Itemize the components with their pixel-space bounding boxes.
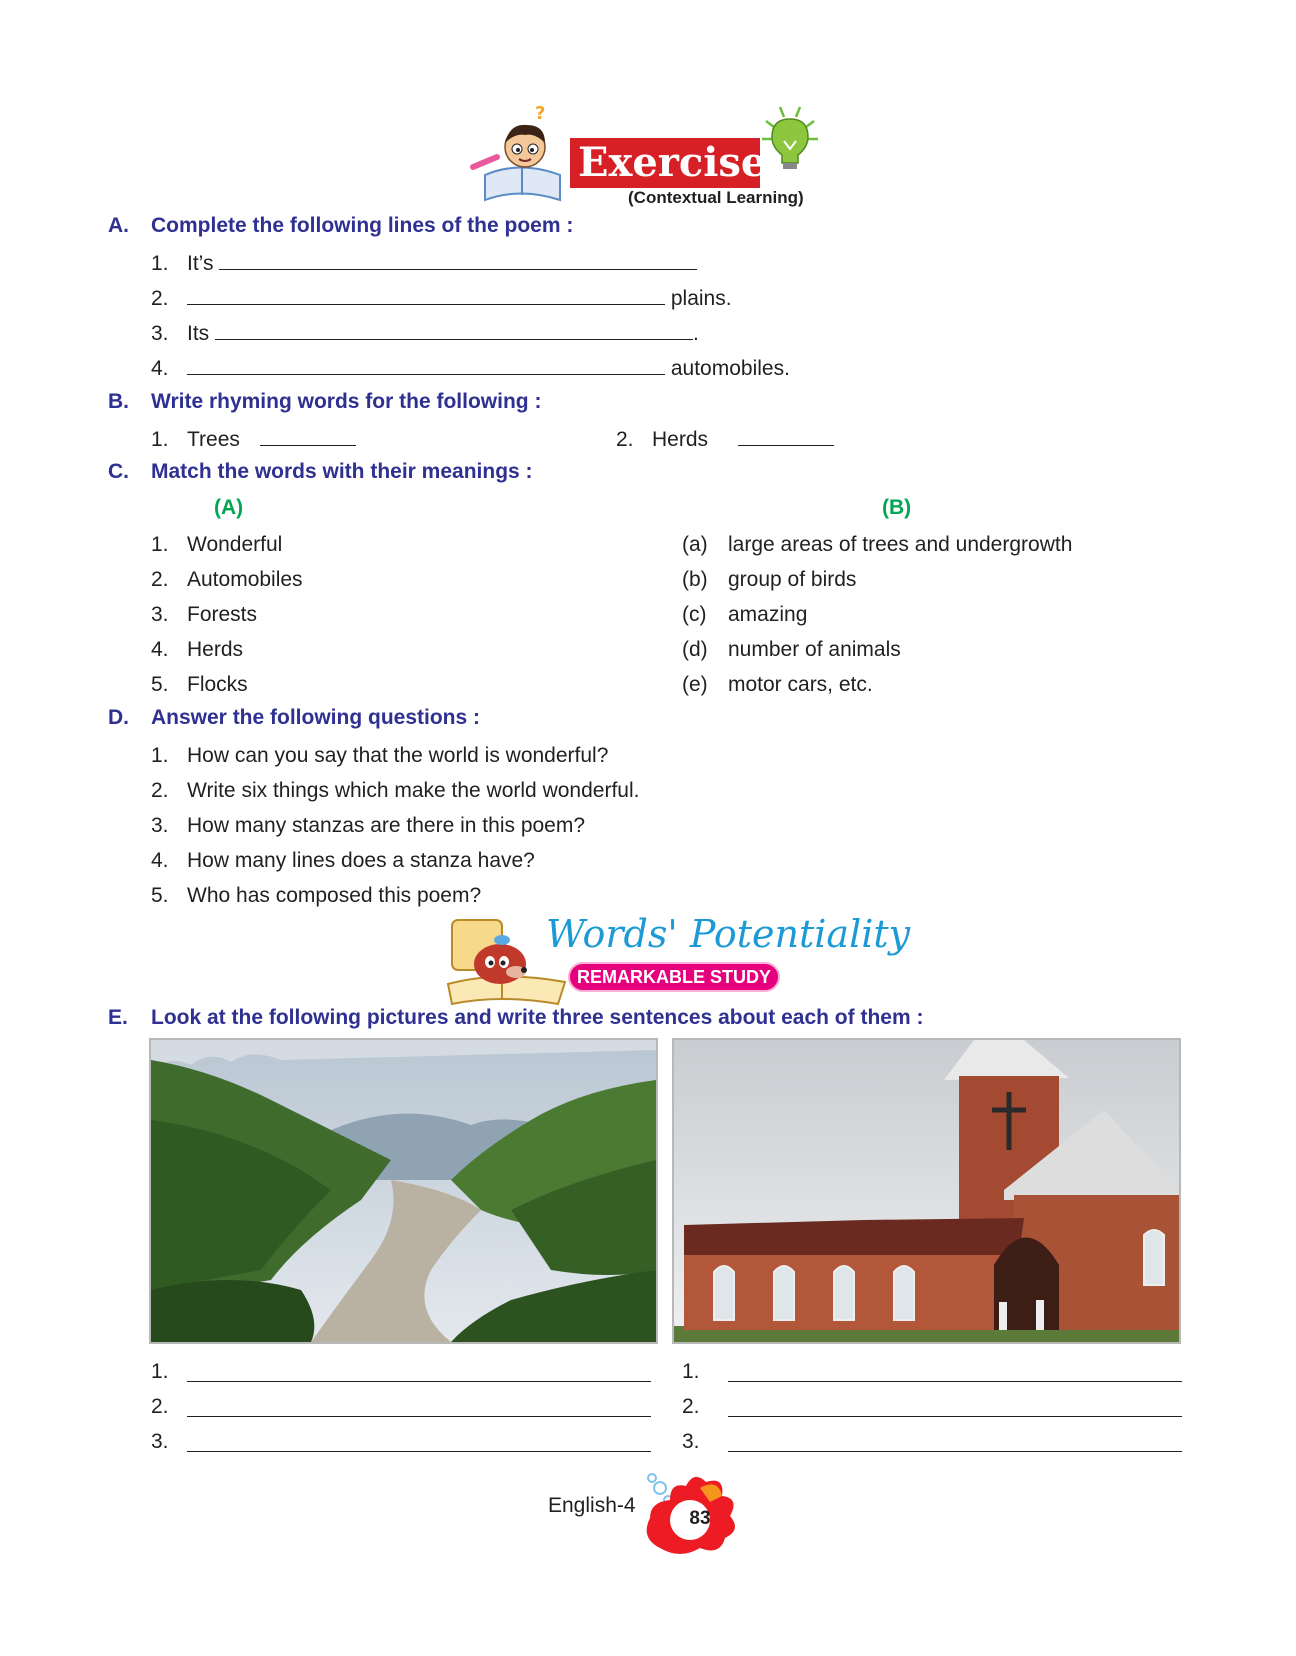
list-item <box>151 354 790 383</box>
item-number: 1. <box>682 1360 700 1383</box>
item-text: How can you say that the world is wonderful? <box>187 744 609 767</box>
item-letter: (b) <box>682 568 708 591</box>
column-b-heading: (B) <box>882 496 912 519</box>
item-text: How many lines does a stanza have? <box>187 849 535 872</box>
item-letter: (d) <box>682 638 708 661</box>
river-valley-photo <box>149 1038 658 1344</box>
answer-blank[interactable] <box>187 284 665 305</box>
exercise-subtitle: (Contextual Learning) <box>628 188 804 207</box>
section-d-letter: D. <box>108 706 129 729</box>
list-item <box>682 601 1072 636</box>
section-c-letter: C. <box>108 460 129 483</box>
svg-text:?: ? <box>535 105 546 124</box>
exercise-title: Exercise <box>578 139 767 186</box>
answer-line[interactable] <box>728 1450 1182 1452</box>
light-bulb-icon <box>750 105 830 185</box>
column-b-list <box>682 531 1072 706</box>
item-number: 4. <box>151 357 169 380</box>
item-text: amazing <box>728 603 808 626</box>
list-item <box>151 531 303 566</box>
item-number: 2. <box>151 287 169 310</box>
item-number: 3. <box>151 322 169 345</box>
item-text: group of birds <box>728 568 857 591</box>
item-text: Herds <box>187 638 244 661</box>
item-text: Forests <box>187 603 258 626</box>
list-item <box>151 425 356 454</box>
item-suffix: automobiles. <box>670 357 790 380</box>
answer-row <box>151 1432 651 1467</box>
item-text: Automobiles <box>187 568 303 591</box>
item-number: 3. <box>151 603 169 626</box>
remarkable-study-badge <box>568 962 780 992</box>
list-item <box>682 566 1072 601</box>
item-number: 4. <box>151 638 169 661</box>
section-d-title: Answer the following questions : <box>151 706 481 729</box>
remarkable-study-label: REMARKABLE STUDY <box>576 967 771 987</box>
item-number: 1. <box>151 1360 169 1383</box>
answer-line[interactable] <box>187 1415 651 1417</box>
section-b-title: Write rhyming words for the following : <box>151 390 542 413</box>
item-word: Trees <box>187 428 240 451</box>
answer-row <box>151 1362 651 1397</box>
column-a-heading: (A) <box>214 496 244 519</box>
answer-blank[interactable] <box>260 425 356 446</box>
section-a-letter: A. <box>108 214 129 237</box>
page-footer <box>540 1468 760 1558</box>
item-prefix: Its <box>187 322 210 345</box>
words-potentiality-title: Words' Potentiality <box>546 912 911 956</box>
section-b-letter: B. <box>108 390 129 413</box>
column-a-list <box>151 531 303 706</box>
item-suffix: . <box>693 322 699 345</box>
item-number: 1. <box>151 252 169 275</box>
item-number: 2. <box>151 1395 169 1418</box>
answer-row <box>151 1397 651 1432</box>
item-number: 3. <box>151 814 169 837</box>
list-item <box>682 531 1072 566</box>
answer-row <box>682 1397 1182 1432</box>
section-e-letter: E. <box>108 1006 128 1029</box>
answer-row <box>682 1362 1182 1397</box>
item-text: How many stanzas are there in this poem? <box>187 814 586 837</box>
words-potentiality-banner <box>440 912 911 1012</box>
item-letter: (e) <box>682 673 708 696</box>
answer-row <box>682 1432 1182 1467</box>
list-item <box>682 636 1072 671</box>
item-number: 1. <box>151 533 169 556</box>
item-text: Flocks <box>187 673 248 696</box>
item-text: number of animals <box>728 638 901 661</box>
item-number: 3. <box>151 1430 169 1453</box>
item-word: Herds <box>652 428 709 451</box>
list-item <box>151 601 303 636</box>
church-photo <box>672 1038 1181 1344</box>
item-number: 5. <box>151 884 169 907</box>
item-text: Wonderful <box>187 533 283 556</box>
list-item <box>151 566 303 601</box>
item-text: large areas of trees and undergrowth <box>728 533 1073 556</box>
answer-line[interactable] <box>187 1380 651 1382</box>
book-name: English-4 <box>548 1494 636 1517</box>
answer-line[interactable] <box>728 1380 1182 1382</box>
answer-blank[interactable] <box>187 354 665 375</box>
list-item <box>151 636 303 671</box>
list-item <box>151 671 303 706</box>
item-letter: (a) <box>682 533 708 556</box>
section-c-title: Match the words with their meanings : <box>151 460 533 483</box>
answer-line[interactable] <box>728 1415 1182 1417</box>
page-number: 83 <box>689 1508 711 1529</box>
left-answer-lines <box>151 1362 651 1467</box>
list-item <box>151 812 639 847</box>
list-item <box>151 847 639 882</box>
item-number: 2. <box>151 779 169 802</box>
item-letter: (c) <box>682 603 707 626</box>
list-item <box>616 425 834 454</box>
item-text: Write six things which make the world wonderful. <box>187 779 640 802</box>
item-prefix: It’s <box>187 252 214 275</box>
answer-blank[interactable] <box>215 319 693 340</box>
item-number: 2. <box>616 428 634 451</box>
item-number: 1. <box>151 428 169 451</box>
exercise-banner <box>465 105 835 215</box>
boy-reading-icon <box>465 105 575 205</box>
list-item <box>151 777 639 812</box>
list-item <box>151 284 732 313</box>
list-item <box>151 319 699 348</box>
list-item <box>151 742 639 777</box>
question-list <box>151 742 639 917</box>
right-answer-lines <box>682 1362 1182 1467</box>
item-suffix: plains. <box>670 287 732 310</box>
list-item <box>682 671 1072 706</box>
list-item <box>151 249 697 278</box>
item-number: 2. <box>151 568 169 591</box>
answer-line[interactable] <box>187 1450 651 1452</box>
item-number: 4. <box>151 849 169 872</box>
item-number: 3. <box>682 1430 700 1453</box>
answer-blank[interactable] <box>219 249 697 270</box>
item-number: 2. <box>682 1395 700 1418</box>
answer-blank[interactable] <box>738 425 834 446</box>
item-text: Who has composed this poem? <box>187 884 482 907</box>
exercise-title-box <box>570 138 767 188</box>
item-text: motor cars, etc. <box>728 673 873 696</box>
section-e-title: Look at the following pictures and write three sentences about each of them : <box>151 1006 924 1029</box>
item-number: 5. <box>151 673 169 696</box>
item-number: 1. <box>151 744 169 767</box>
section-a-title: Complete the following lines of the poem : <box>151 214 574 237</box>
